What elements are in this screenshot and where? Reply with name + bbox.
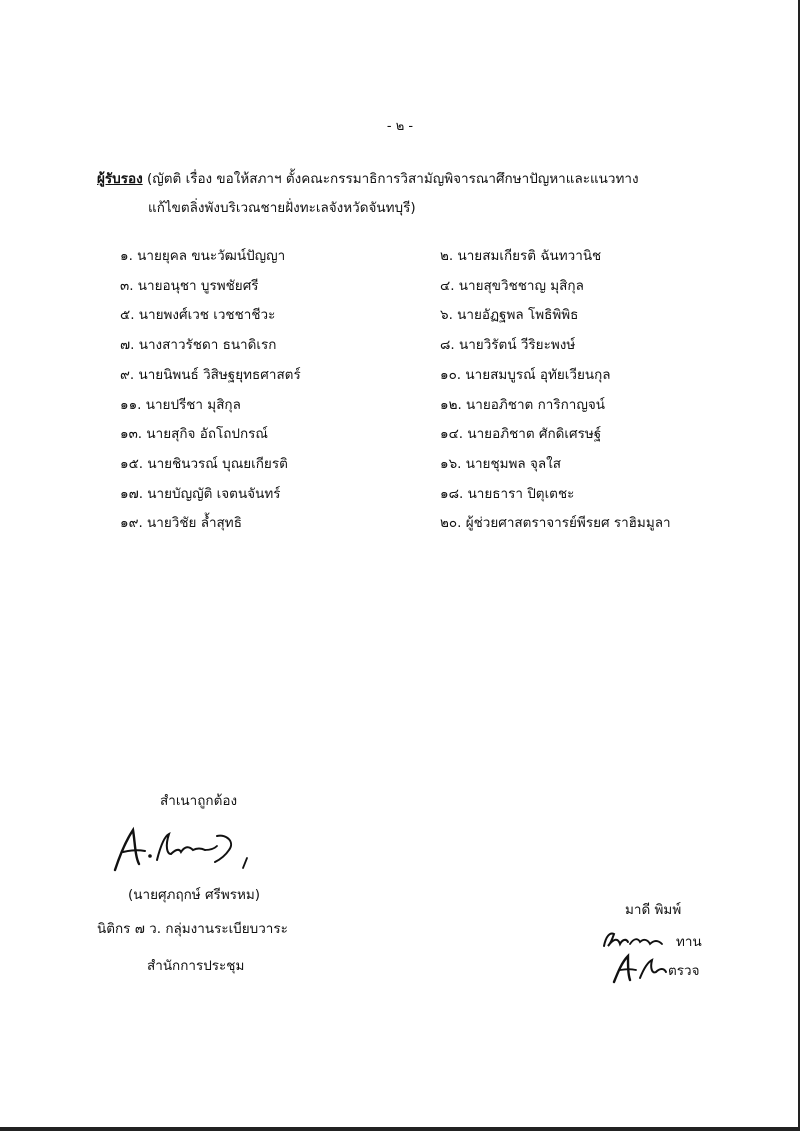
typist-line: มาดี พิมพ์	[625, 902, 682, 918]
header-line-1	[97, 170, 639, 188]
signer-15: ๑๕. นายชินวรณ์ บุณยเกียรติ	[120, 456, 288, 472]
signer-13: ๑๓. นายสุกิจ อัถโถปกรณ์	[120, 426, 268, 442]
checked-label: ตรวจ	[668, 963, 700, 979]
header-text-1: (ญัตติ เรื่อง ขอให้สภาฯ ตั้งคณะกรรมาธิการวิสามัญพิจารณาศึกษาปัญหาและแนวทาง	[146, 171, 639, 187]
handwritten-signature	[105, 820, 265, 878]
signer-8: ๘. นายวิรัตน์ วีริยะพงษ์	[440, 337, 576, 353]
certifier-office: สำนักการประชุม	[147, 958, 245, 974]
signer-17: ๑๗. นายบัญญัติ เจตนจันทร์	[120, 486, 281, 502]
signer-7: ๗. นางสาวรัชดา ธนาดิเรก	[120, 337, 277, 353]
certification-title: สำเนาถูกต้อง	[160, 793, 238, 809]
signer-11: ๑๑. นายปรีชา มุสิกุล	[120, 397, 241, 413]
copied-label: ทาน	[676, 934, 702, 950]
signer-2: ๒. นายสมเกียรติ ฉันทวานิช	[440, 248, 602, 264]
signer-19: ๑๙. นายวิชัย ล้ำสุทธิ	[120, 515, 242, 531]
signer-9: ๙. นายนิพนธ์ วิสิษฐยุทธศาสตร์	[120, 367, 301, 383]
signer-10: ๑๐. นายสมบูรณ์ อุทัยเวียนกุล	[440, 367, 611, 383]
header-line-2: แก้ไขตลิ่งพังบริเวณชายฝั่งทะเลจังหวัดจันทบุรี)	[148, 200, 416, 216]
certifier-position: นิติกร ๗ ว. กลุ่มงานระเบียบวาระ	[97, 921, 288, 937]
signer-20: ๒๐. ผู้ช่วยศาสตราจารย์พีรยศ ราฮิมมูลา	[440, 515, 671, 531]
signer-16: ๑๖. นายชุมพล จุลใส	[440, 456, 561, 472]
signer-14: ๑๔. นายอภิชาต ศักดิเศรษฐ์	[440, 426, 602, 442]
signer-18: ๑๘. นายธารา ปิตุเตชะ	[440, 486, 575, 502]
header-label: ผู้รับรอง	[97, 171, 143, 187]
certifier-name: (นายศุภฤกษ์ ศรีพรหม)	[128, 887, 261, 903]
signer-5: ๕. นายพงศ์เวช เวชชาชีวะ	[120, 307, 276, 323]
signer-1: ๑. นายยุคล ขนะวัฒน์ปัญญา	[120, 248, 286, 264]
signer-3: ๓. นายอนุชา บูรพชัยศรี	[120, 278, 259, 294]
signer-4: ๔. นายสุขวิชชาญ มุสิกุล	[440, 278, 584, 294]
signer-6: ๖. นายอัฏฐพล โพธิพิพิธ	[440, 307, 579, 323]
scan-edge-bottom	[0, 1127, 800, 1131]
signer-12: ๑๒. นายอภิชาต การิกาญจน์	[440, 397, 605, 413]
page-number: - ๒ -	[386, 119, 414, 134]
